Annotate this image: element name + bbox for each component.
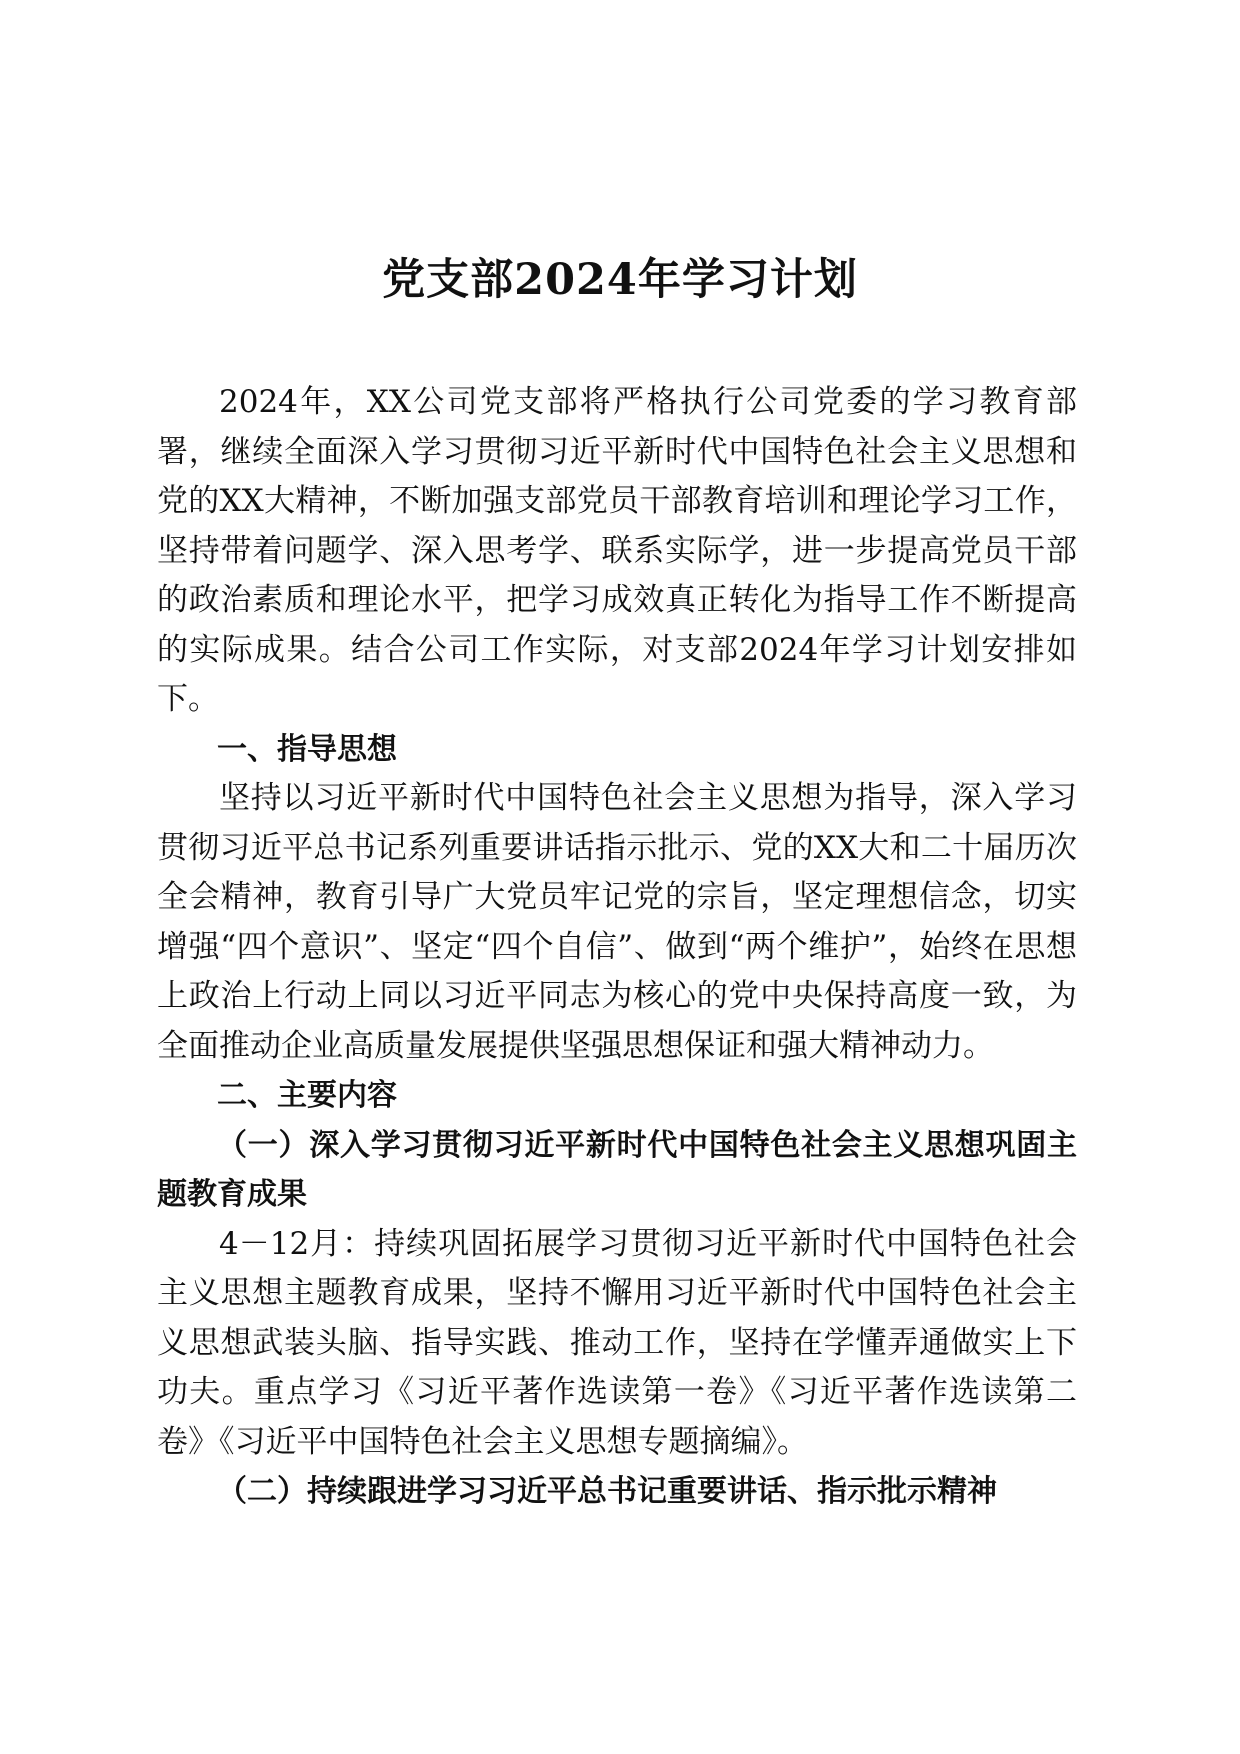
document-body [157, 378, 1077, 1517]
section-heading-main-content: 二、主要内容 [217, 1078, 397, 1113]
document-title: 党支部2024年学习计划 [382, 255, 858, 305]
subsection-1-paragraph: 4－12月：持续巩固拓展学习贯彻习近平新时代中国特色社会主义思想主题教育成果，坚持不懈用习近平新时代中国特色社会主义思想武装头脑、指导实践、推动工作，坚持在学懂弄通做实上下功夫。重点学习《习近平著作选读第一卷》《习近平著作选读第二卷》《习近平中国特色社会主义思想专题摘编》。 [157, 1225, 1077, 1460]
section-heading-guiding-ideology: 一、指导思想 [217, 731, 397, 767]
subsection-heading-1: （一）深入学习贯彻习近平新时代中国特色社会主义思想巩固主题教育成果 [157, 1127, 1077, 1212]
intro-paragraph: 2024年，XX公司党支部将严格执行公司党委的学习教育部署，继续全面深入学习贯彻习近平新时代中国特色社会主义思想和党的XX大精神，不断加强支部党员干部教育培训和理论学习工作，坚持带着问题学、深入思考学、联系实际学，进一步提高党员干部的政治素质和理论水平，把学习成效真正转化为指导工作不断提高的实际成果。结合公司工作实际，对支部2024年学习计划安排如下。 [157, 384, 1077, 717]
subsection-heading-2: （二）持续跟进学习习近平总书记重要讲话、指示批示精神 [217, 1474, 997, 1509]
guiding-ideology-paragraph: 坚持以习近平新时代中国特色社会主义思想为指导，深入学习贯彻习近平总书记系列重要讲话指示批示、党的XX大和二十届历次全会精神，教育引导广大党员牢记党的宗旨，坚定理想信念，切实增强“四个意识”、坚定“四个自信”、做到“两个维护”，始终在思想上政治上行动上同以习近平同志为核心的党中央保持高度一致，为全面推动企业高质量发展提供坚强思想保证和强大精神动力。 [157, 780, 1077, 1064]
